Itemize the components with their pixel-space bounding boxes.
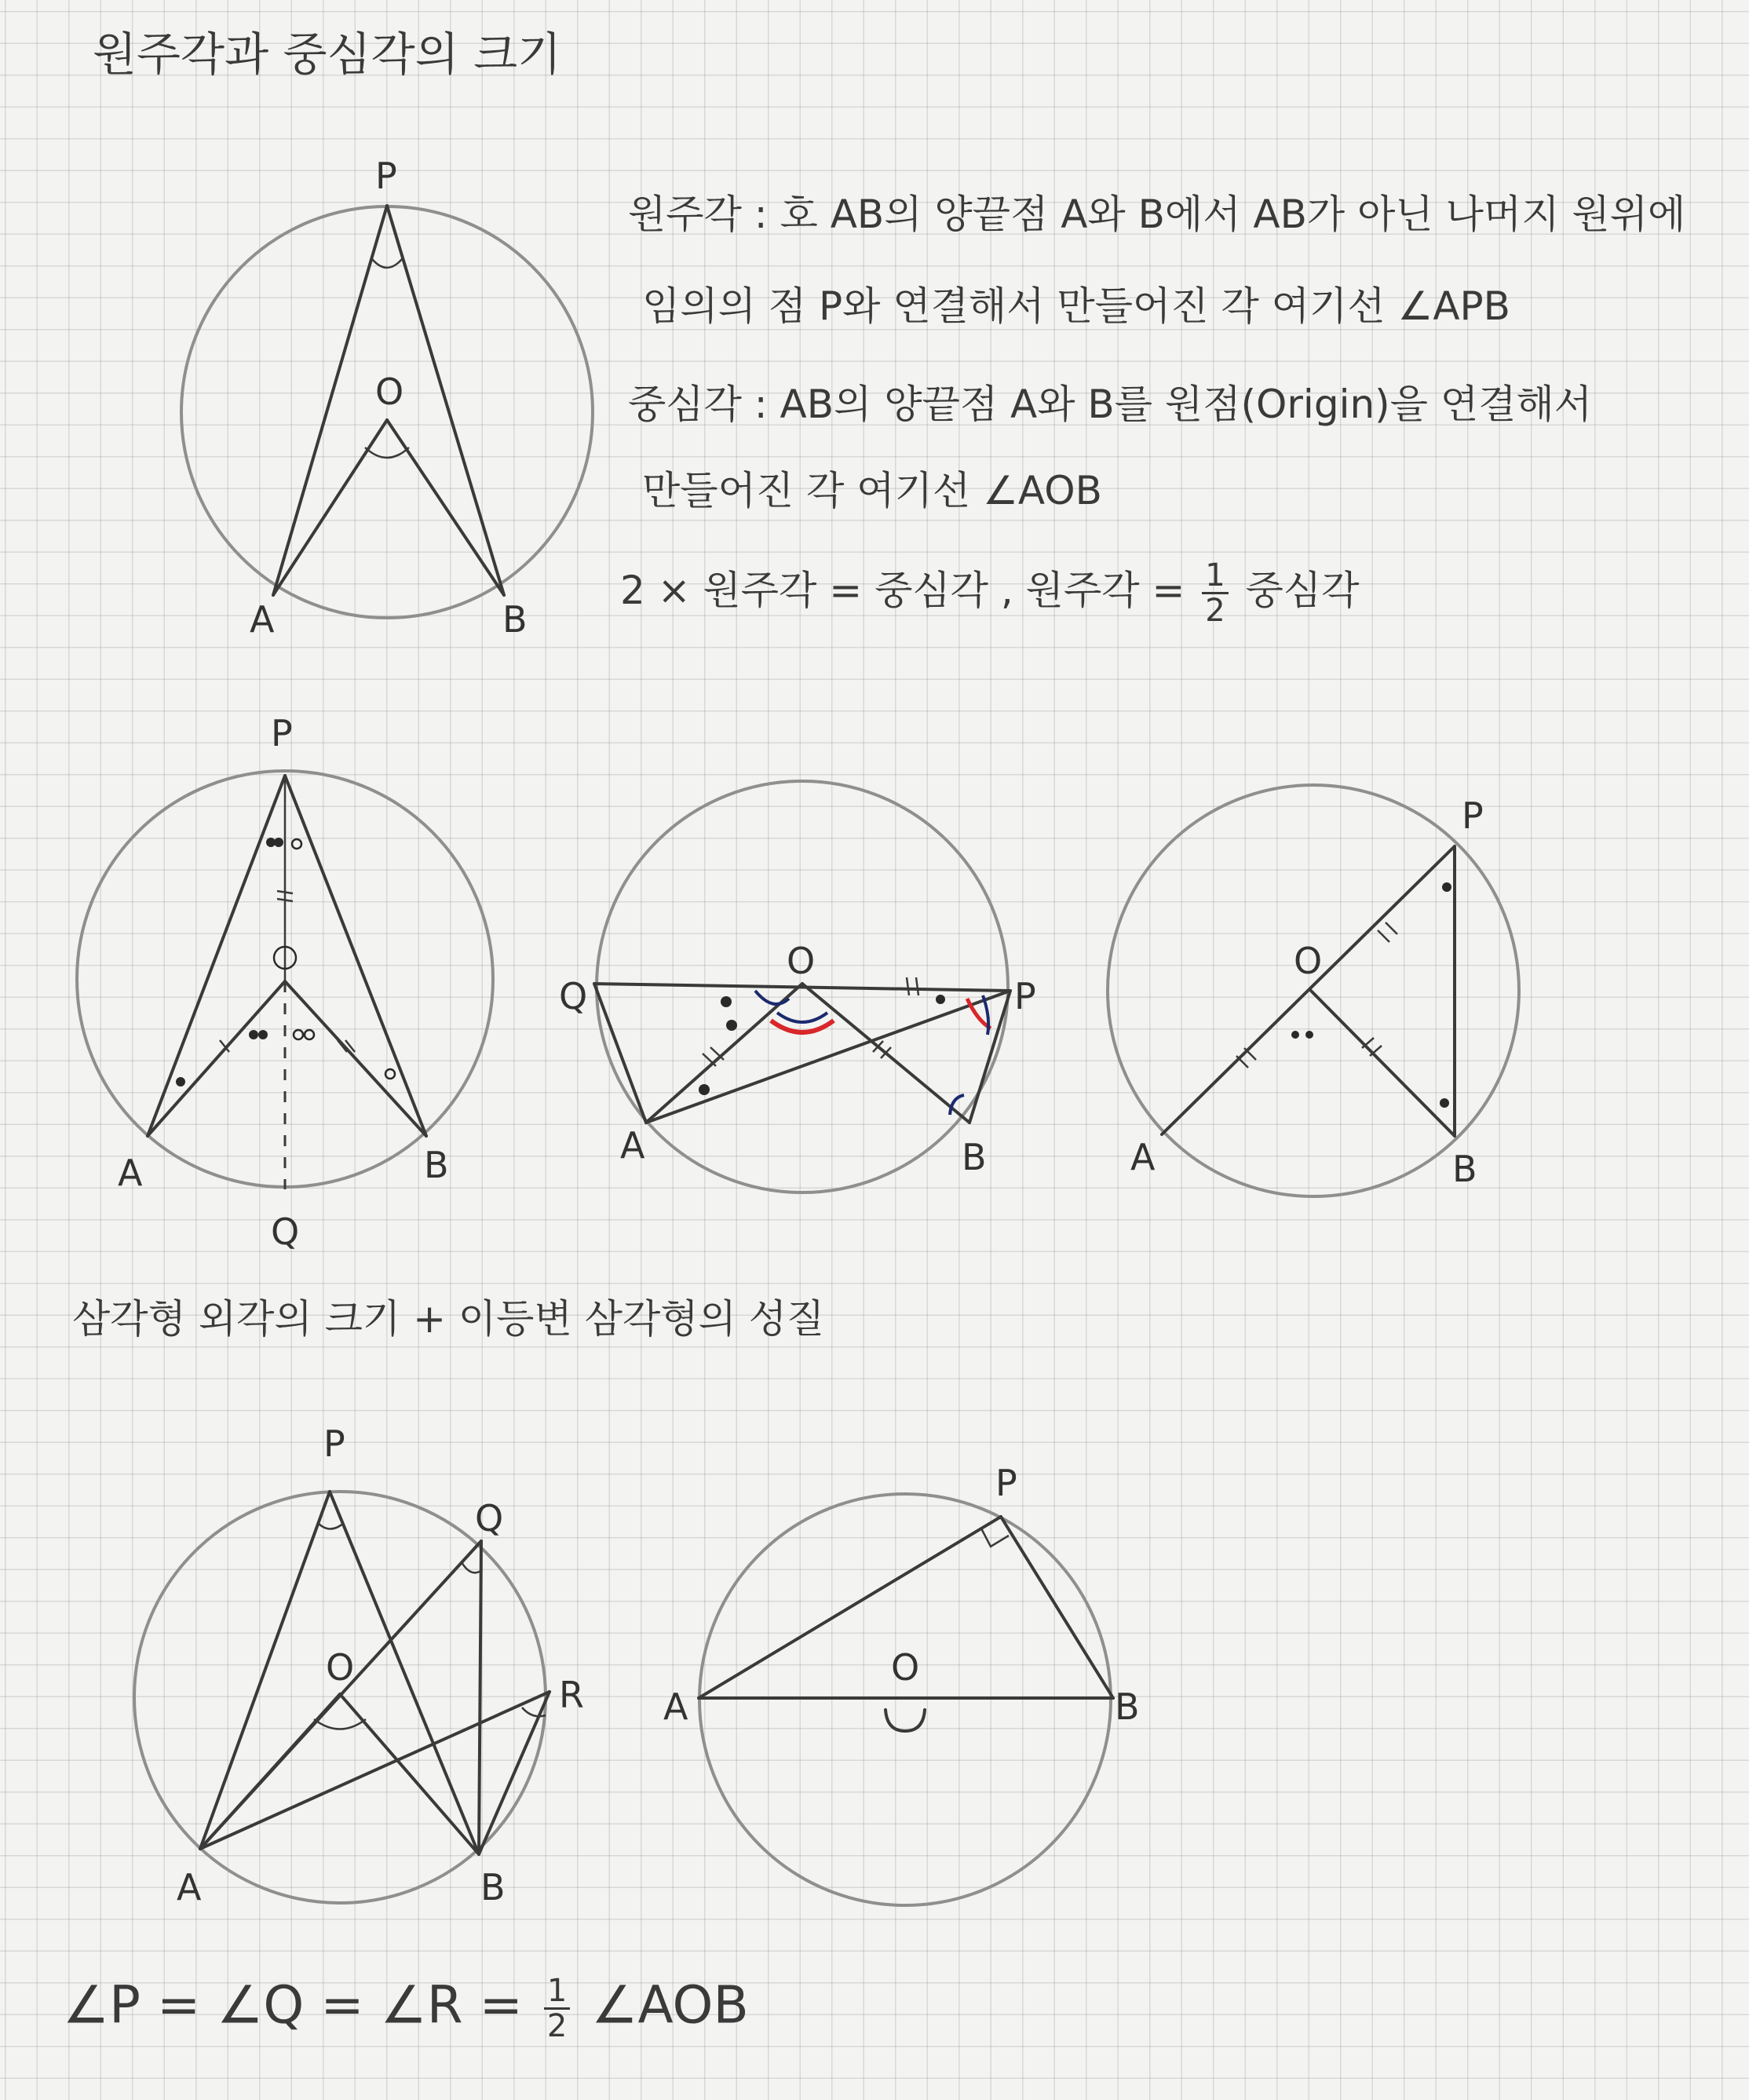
def-central-line1: 중심각 : AB의 양끝점 A와 B를 원점(Origin)을 연결해서 [628,382,1593,427]
def-central-line2: 만들어진 각 여기선 ∠AOB [642,468,1102,513]
relation-prefix: 2 × 원주각 = 중심각 , 원주각 = [620,568,1185,613]
case3-label-p: P [1462,794,1484,837]
case2-label-q: Q [559,975,588,1017]
fig4-label-p: P [995,1462,1017,1504]
final-eq-frac-num: 1 [544,1974,570,2010]
case1-label-a: A [118,1152,143,1194]
fig3-label-r: R [559,1674,584,1716]
relation-frac-num: 1 [1202,559,1228,594]
relation-suffix: 중심각 [1245,568,1360,613]
final-eq-frac-den: 2 [546,2008,568,2044]
case2-label-a: A [620,1124,645,1167]
case3-label-o: O [1294,940,1323,982]
angle-arc-q [462,1562,482,1572]
fig-diameter-right-angle [663,1462,1140,1905]
case2-label-o: O [787,940,816,982]
def-inscribed-line1: 원주각 : 호 AB의 양끝점 A와 B에서 AB가 아닌 나머지 원위에 [628,192,1686,237]
fig3-label-o: O [326,1646,355,1689]
fig4-label-o: O [891,1646,920,1689]
fig4-label-b: B [1115,1685,1140,1728]
final-eq-prefix: ∠P = ∠Q = ∠R = [63,1974,523,2036]
final-eq-fraction [544,1974,570,2043]
case1-label-q: Q [271,1211,300,1253]
fig-equal-inscribed-angles [134,1423,584,1908]
straight-angle-mark [885,1710,925,1731]
fig1-label-b: B [502,598,528,641]
fig1-label-p: P [375,155,397,197]
case2-label-b: B [962,1136,987,1178]
fig1-label-o: O [375,371,404,413]
case2-label-p: P [1014,975,1036,1017]
case1-label-p: P [271,712,293,754]
relation-frac-den: 2 [1205,593,1225,629]
fig3-label-p: P [323,1423,345,1465]
subtitle-properties: 삼각형 외각의 크기 + 이등변 삼각형의 성질 [72,1296,825,1342]
page-title: 원주각과 중심각의 크기 [93,27,562,81]
case1-label-b: B [424,1144,449,1186]
case3-label-b: B [1452,1148,1477,1190]
def-inscribed-line2: 임의의 점 P와 연결해서 만들어진 각 여기선 ∠APB [642,283,1510,329]
fig3-label-b: B [480,1866,506,1908]
fig3-label-q: Q [475,1497,504,1539]
angle-arc-o [314,1719,366,1729]
final-equation [63,1974,749,2043]
angle-arc-p [318,1523,344,1529]
fig1-label-a: A [250,598,275,641]
fig4-label-a: A [663,1685,688,1728]
case3-label-a: A [1130,1136,1156,1178]
final-eq-suffix: ∠AOB [591,1974,749,2036]
fig3-label-a: A [177,1866,202,1908]
